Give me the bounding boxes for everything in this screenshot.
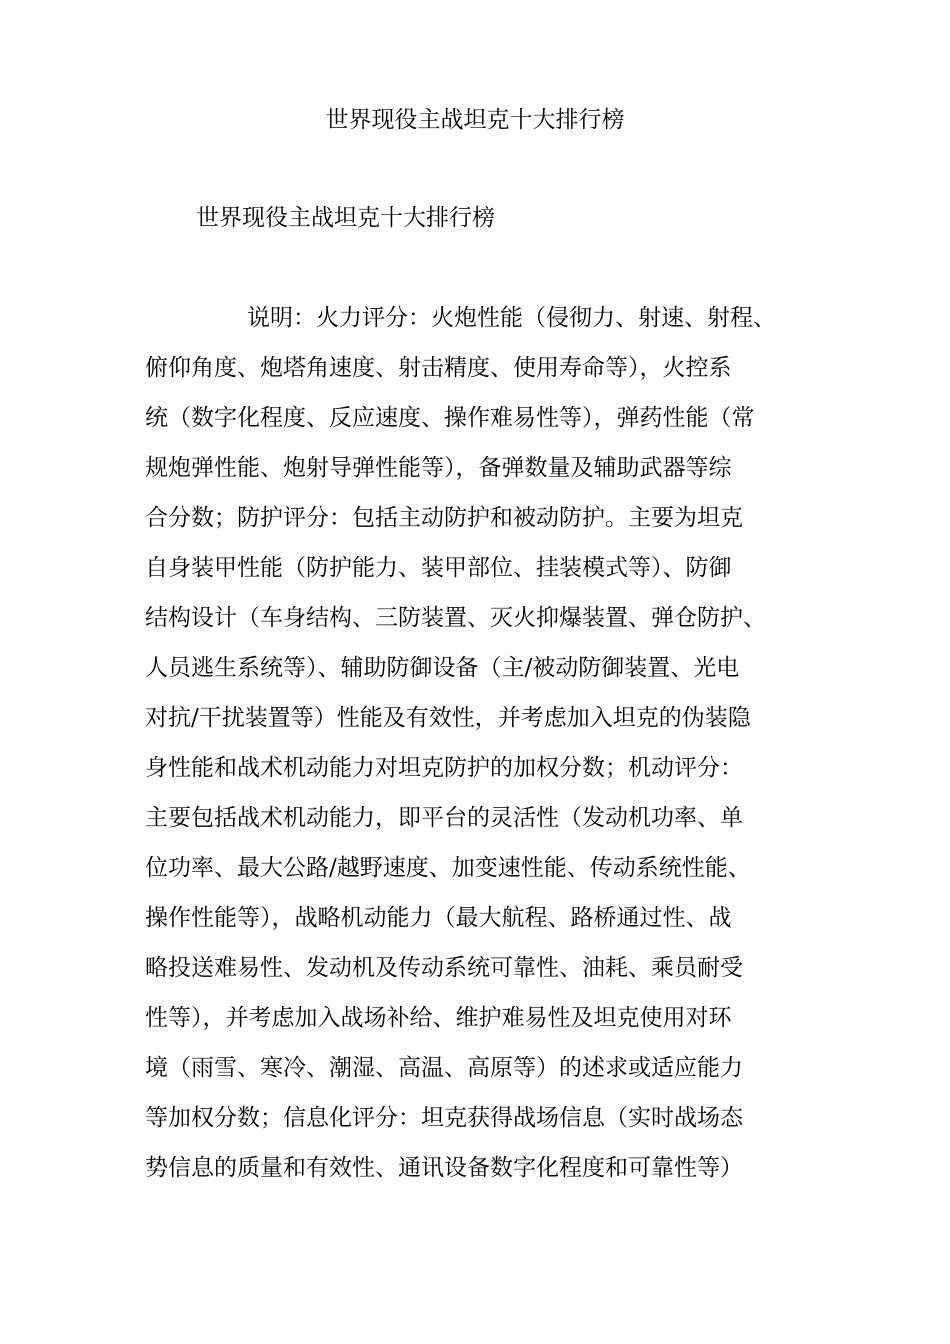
paragraph-line: 等加权分数；信息化评分：坦克获得战场信息（实时战场态: [145, 1105, 743, 1131]
paragraph-line: 规炮弹性能、炮射导弹性能等），备弹数量及辅助武器等综: [145, 455, 732, 481]
paragraph-line: 主要包括战术机动能力，即平台的灵活性（发动机功率、单: [145, 805, 743, 831]
page-title: 世界现役主战坦克十大排行榜: [325, 107, 625, 133]
paragraph-line: 俯仰角度、炮塔角速度、射击精度、使用寿命等），火控系: [145, 355, 732, 381]
paragraph-line: 说明：火力评分：火炮性能（侵彻力、射速、射程、: [247, 305, 776, 331]
paragraph-line: 势信息的质量和有效性、通讯设备数字化程度和可靠性等）: [145, 1155, 743, 1181]
paragraph-line: 人员逃生系统等）、辅助防御设备（主/被动防御装置、光电: [145, 655, 740, 681]
body-paragraph: [145, 298, 845, 1198]
paragraph-line: 统（数字化程度、反应速度、操作难易性等），弹药性能（常: [145, 405, 755, 431]
paragraph-line: 身性能和战术机动能力对坦克防护的加权分数；机动评分：: [145, 755, 743, 781]
paragraph-line: 结构设计（车身结构、三防装置、灭火抑爆装置、弹仓防护、: [145, 605, 766, 631]
paragraph-line: 合分数；防护评分：包括主动防护和被动防护。主要为坦克: [145, 505, 743, 531]
section-heading: 世界现役主战坦克十大排行榜: [196, 205, 495, 231]
paragraph-line: 略投送难易性、发动机及传动系统可靠性、油耗、乘员耐受: [145, 955, 743, 981]
paragraph-line: 位功率、最大公路/越野速度、加变速性能、传动系统性能、: [145, 855, 751, 881]
paragraph-line: 自身装甲性能（防护能力、装甲部位、挂装模式等）、防御: [145, 555, 732, 581]
paragraph-line: 性等），并考虑加入战场补给、维护难易性及坦克使用对环: [145, 1005, 732, 1031]
paragraph-line: 对抗/干扰装置等）性能及有效性，并考虑加入坦克的伪装隐: [145, 705, 751, 731]
paragraph-line: 境（雨雪、寒冷、潮湿、高温、高原等）的述求或适应能力: [145, 1055, 743, 1081]
paragraph-line: 操作性能等），战略机动能力（最大航程、路桥通过性、战: [145, 905, 732, 931]
